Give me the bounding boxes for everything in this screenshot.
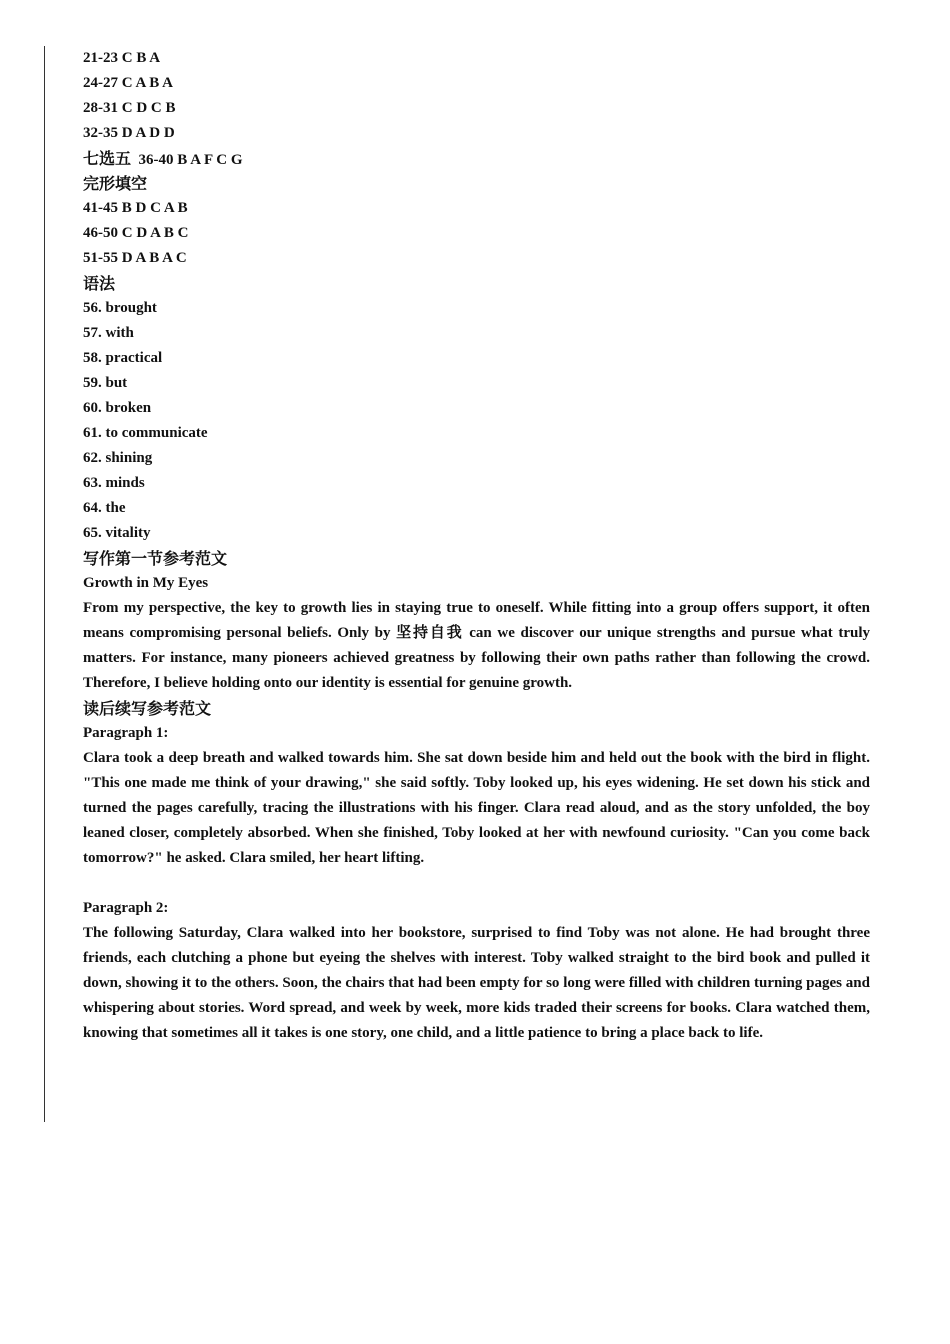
grammar-answer-57: 57. with bbox=[83, 325, 134, 341]
grammar-answer-61: 61. to communicate bbox=[83, 425, 208, 441]
answer-line-28-31: 28-31 C D C B bbox=[83, 100, 176, 116]
answer-key-document bbox=[83, 46, 870, 1046]
grammar-answer-56: 56. brought bbox=[83, 300, 157, 316]
paragraph2-label: Paragraph 2: bbox=[83, 900, 169, 916]
grammar-answer-65: 65. vitality bbox=[83, 525, 151, 541]
paragraph1-label: Paragraph 1: bbox=[83, 725, 169, 741]
seven-choose-five-label: 七选五 bbox=[83, 149, 132, 168]
paragraph2-body: The following Saturday, Clara walked into her bookstore, surprised to find Toby was not alone. He had brought three friends, each clutching a phone but eyeing the shelves with interest. Toby walked straight to the bird book and pulled it down, showing it to the others. Soon, the chairs that had been empty for so long were filled with children turning pages and whispering about stories. Word spread, and week by week, more kids traded their screens for books. Clara watched them, knowing that sometimes all it takes is one story, one child, and a little patience to bring a place back to life. bbox=[83, 925, 870, 1041]
cloze-answer-46-50: 46-50 C D A B C bbox=[83, 225, 189, 241]
seven-choose-five-line bbox=[83, 146, 870, 171]
grammar-answer-58: 58. practical bbox=[83, 350, 163, 366]
paragraph1-body: Clara took a deep breath and walked towards him. She sat down beside him and held out the book with the bird in flight. "This one made me think of your drawing," she said softly. Toby looked up, his eyes widening. He set down his stick and turned the pages carefully, tracing the illustrations with his finger. Clara read aloud, and as the story unfolded, the boy leaned closer, completely absorbed. When she finished, Toby looked at her with newfound curiosity. "Can you come back tomorrow?" he asked. Clara smiled, her heart lifting. bbox=[83, 750, 870, 866]
cloze-answer-41-45: 41-45 B D C A B bbox=[83, 200, 188, 216]
grammar-answer-64: 64. the bbox=[83, 500, 126, 516]
essay-body: From my perspective, the key to growth lies in staying true to oneself. While fitting into a group offers support, it often means compromising personal beliefs. Only by 坚持自我 can we discover our unique strengths and pursue what truly matters. For instance, many pioneers achieved greatness by following their own paths rather than following the crowd. Therefore, I believe holding onto our identity is essential for genuine growth. bbox=[83, 600, 870, 691]
writing-part1-heading: 写作第一节参考范文 bbox=[83, 549, 228, 568]
cloze-heading: 完形填空 bbox=[83, 174, 148, 193]
answer-line-21-23: 21-23 C B A bbox=[83, 50, 161, 66]
left-margin-rule bbox=[44, 46, 45, 1122]
answer-line-24-27: 24-27 C A B A bbox=[83, 75, 174, 91]
grammar-answer-60: 60. broken bbox=[83, 400, 152, 416]
grammar-answer-59: 59. but bbox=[83, 375, 128, 391]
answer-line-32-35: 32-35 D A D D bbox=[83, 125, 175, 141]
grammar-answer-63: 63. minds bbox=[83, 475, 145, 491]
seven-choose-five-answers: 36-40 B A F C G bbox=[138, 152, 243, 168]
cloze-answer-51-55: 51-55 D A B A C bbox=[83, 250, 187, 266]
continuation-heading: 读后续写参考范文 bbox=[83, 699, 212, 718]
grammar-answer-62: 62. shining bbox=[83, 450, 153, 466]
essay-title: Growth in My Eyes bbox=[83, 575, 209, 591]
grammar-heading: 语法 bbox=[83, 274, 116, 293]
paragraph-spacer bbox=[83, 871, 870, 896]
